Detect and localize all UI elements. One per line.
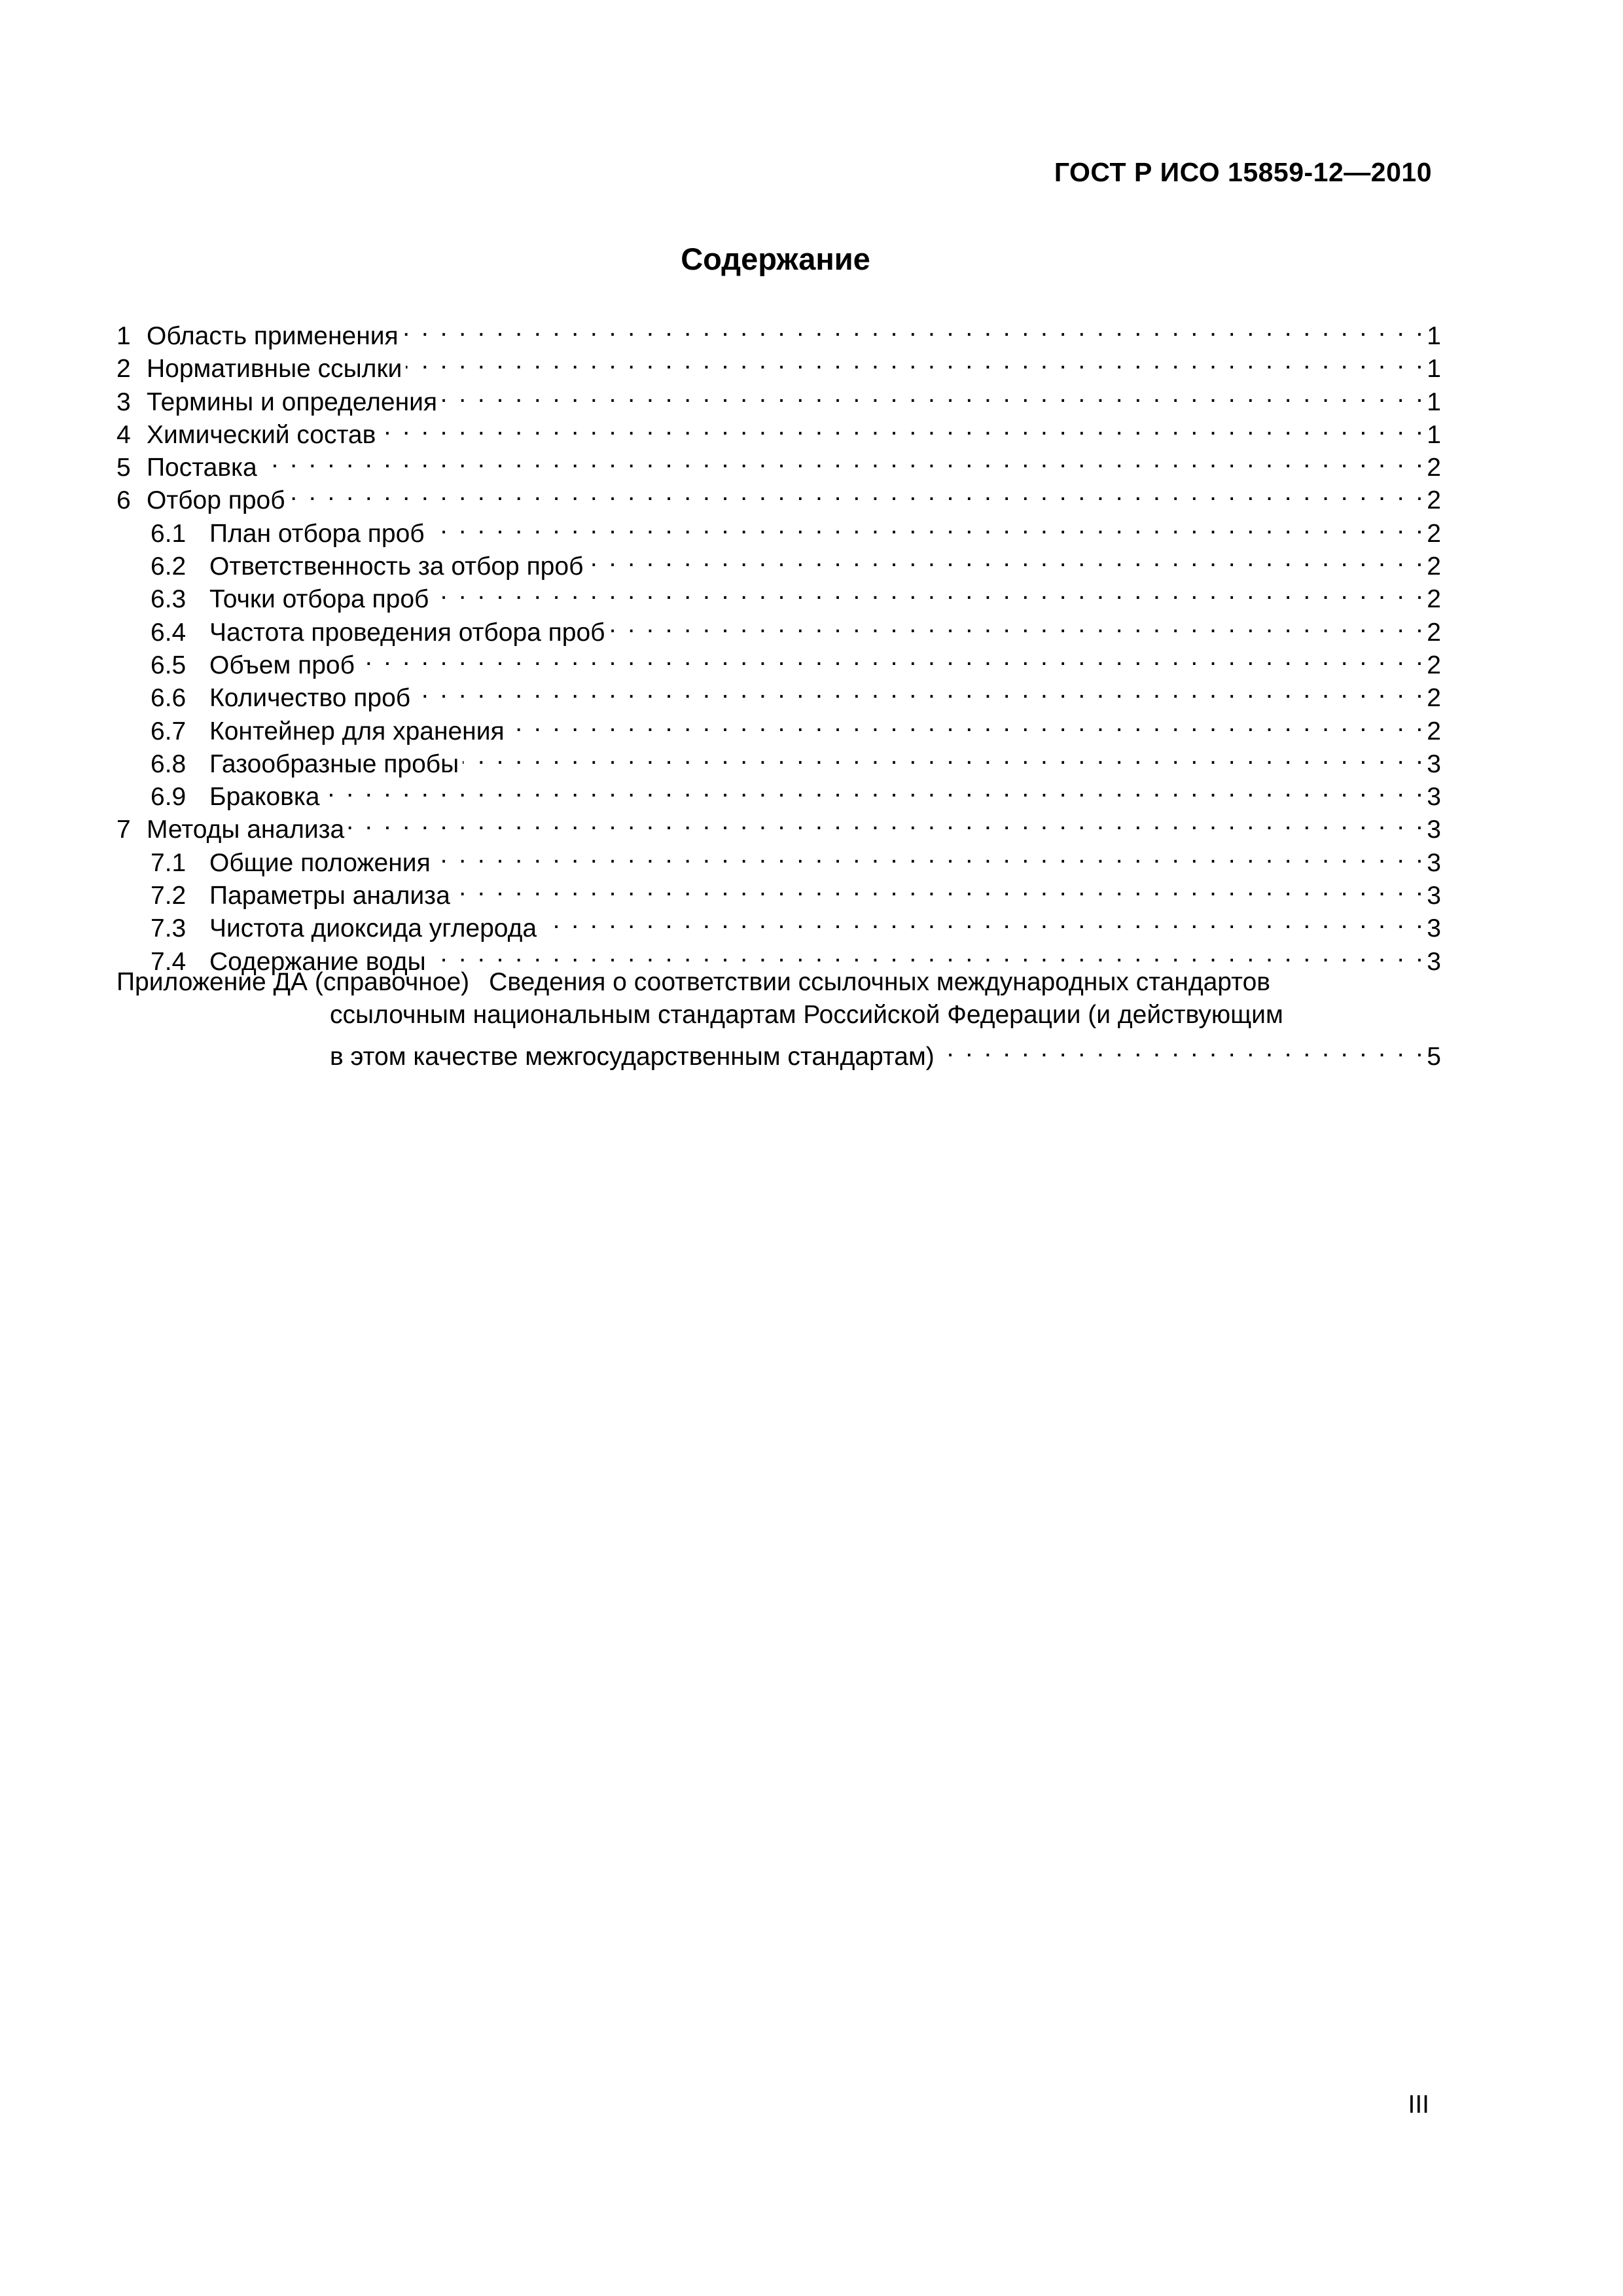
annex-page: 5 xyxy=(1427,1042,1441,1071)
toc-entry-number: 1 xyxy=(116,322,131,350)
toc-leader-dots xyxy=(541,904,1423,937)
toc-entry-label: Термины и определения xyxy=(147,387,438,416)
toc-entry-page: 2 xyxy=(1427,486,1441,515)
page-title: Содержание xyxy=(681,242,870,276)
toc-leader-dots xyxy=(430,937,1423,970)
toc-entry-page: 2 xyxy=(1427,585,1441,614)
toc-entry-label: План отбора проб xyxy=(209,519,425,548)
toc-entry-label: Поставка xyxy=(147,454,257,482)
toc-entry-number: 6.9 xyxy=(151,783,187,812)
toc-entry-page: 2 xyxy=(1427,454,1441,482)
toc-leader-dots xyxy=(463,740,1423,772)
toc-leader-dots xyxy=(454,871,1423,904)
toc-entry-page: 1 xyxy=(1427,387,1441,416)
toc-entry-label: Нормативные ссылки xyxy=(147,355,402,384)
toc-entry-label: Объем проб xyxy=(209,651,355,679)
toc-entry-number: 7.3 xyxy=(151,914,187,943)
toc-entry-page: 3 xyxy=(1427,947,1441,976)
toc-entry-label: Частота проведения отбора проб xyxy=(209,618,605,647)
toc-entry-number: 6.4 xyxy=(151,618,187,647)
toc-entry-number: 2 xyxy=(116,355,131,384)
toc-leader-dots xyxy=(380,410,1423,443)
toc-entry-number: 7 xyxy=(116,816,131,844)
page-number: III xyxy=(1408,2090,1429,2119)
toc-entry-page: 2 xyxy=(1427,519,1441,548)
toc-entry-page: 1 xyxy=(1427,420,1441,449)
toc-entry-label: Точки отбора проб xyxy=(209,585,429,614)
toc-leader-dots xyxy=(609,608,1423,641)
toc-leader-dots xyxy=(359,641,1423,673)
toc-entry-page: 2 xyxy=(1427,651,1441,679)
toc-entry-page: 3 xyxy=(1427,749,1441,778)
toc-entry-label: Методы анализа xyxy=(147,816,345,844)
toc-entry-page: 3 xyxy=(1427,848,1441,877)
toc-subentry[interactable] xyxy=(116,509,1441,548)
annex-line-1 xyxy=(116,966,1441,999)
toc-entry-label: Содержание воды xyxy=(209,947,426,976)
toc-entry-page: 2 xyxy=(1427,618,1441,647)
toc-leader-dots xyxy=(433,575,1423,607)
toc-entry-page: 2 xyxy=(1427,684,1441,713)
toc-leader-dots xyxy=(508,707,1423,740)
toc-leader-dots xyxy=(406,344,1423,377)
toc-leader-dots xyxy=(938,1032,1423,1065)
toc-entry-number: 6.2 xyxy=(151,552,187,581)
toc-entry-page: 2 xyxy=(1427,717,1441,745)
toc-entry-label: Газообразные пробы xyxy=(209,749,459,778)
annex-line-3 xyxy=(116,1032,1441,1071)
toc-entry-number: 5 xyxy=(116,454,131,482)
toc-entry-number: 7.2 xyxy=(151,882,187,910)
toc-leader-dots xyxy=(441,378,1423,410)
toc-entry-number: 7.4 xyxy=(151,947,187,976)
toc-entry[interactable] xyxy=(116,443,1441,482)
toc-entry-label: Ответственность за отбор проб xyxy=(209,552,584,581)
toc-entry-number: 6.6 xyxy=(151,684,187,713)
toc-entry-label: Область применения xyxy=(147,322,399,350)
toc-entry-label: Общие положения xyxy=(209,848,431,877)
toc-annex-entry[interactable] xyxy=(116,966,1441,1071)
toc-leader-dots xyxy=(324,772,1423,805)
toc-entry-label: Контейнер для хранения xyxy=(209,717,505,745)
annex-prefix: Приложение ДА (справочное) xyxy=(116,968,470,996)
toc-leader-dots xyxy=(348,805,1423,838)
toc-entry-page: 3 xyxy=(1427,914,1441,943)
toc-entry[interactable] xyxy=(116,476,1441,515)
toc-entry-page: 3 xyxy=(1427,882,1441,910)
toc-entry-label: Чистота диоксида углерода xyxy=(209,914,537,943)
toc-entry-number: 6.1 xyxy=(151,519,187,548)
toc-entry-number: 6.3 xyxy=(151,585,187,614)
table-of-contents xyxy=(116,312,1441,976)
toc-leader-dots xyxy=(429,509,1423,542)
annex-title-line-1: Сведения о соответствии ссылочных международных стандартов xyxy=(489,968,1270,996)
toc-entry-label: Химический состав xyxy=(147,420,376,449)
document-code: ГОСТ Р ИСО 15859-12—2010 xyxy=(1054,157,1432,187)
toc-leader-dots xyxy=(435,838,1423,871)
toc-entry-page: 2 xyxy=(1427,552,1441,581)
toc-entry-label: Отбор проб xyxy=(147,486,285,515)
toc-leader-dots xyxy=(587,542,1423,575)
toc-entry-number: 6.7 xyxy=(151,717,187,745)
annex-line-2 xyxy=(116,999,1441,1031)
toc-entry-page: 1 xyxy=(1427,355,1441,384)
toc-leader-dots xyxy=(261,443,1423,476)
toc-leader-dots xyxy=(289,476,1423,509)
annex-title-line-2: ссылочным национальным стандартам Российской Федерации (и действующим xyxy=(330,1001,1283,1030)
toc-entry-number: 3 xyxy=(116,387,131,416)
toc-entry-page: 3 xyxy=(1427,783,1441,812)
toc-entry-page: 1 xyxy=(1427,322,1441,350)
toc-entry-number: 6.5 xyxy=(151,651,187,679)
toc-leader-dots xyxy=(402,312,1423,344)
toc-entry-label: Количество проб xyxy=(209,684,411,713)
toc-entry-number: 6.8 xyxy=(151,749,187,778)
toc-entry-label: Браковка xyxy=(209,783,320,812)
toc-entry-page: 3 xyxy=(1427,816,1441,844)
toc-entry[interactable] xyxy=(116,312,1441,350)
toc-entry-label: Параметры анализа xyxy=(209,882,450,910)
toc-leader-dots xyxy=(414,673,1423,706)
toc-entry-number: 7.1 xyxy=(151,848,187,877)
toc-entry-number: 6 xyxy=(116,486,131,515)
toc-entry-number: 4 xyxy=(116,420,131,449)
annex-title-line-3: в этом качестве межгосударственным стандартам) xyxy=(330,1042,935,1071)
